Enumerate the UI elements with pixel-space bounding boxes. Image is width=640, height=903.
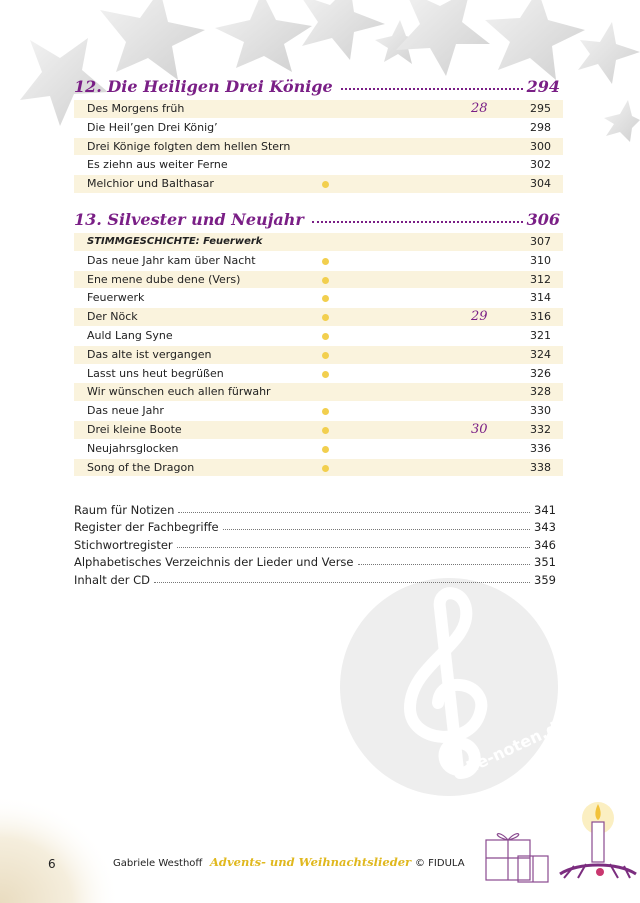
toc-entry[interactable] — [74, 346, 563, 365]
section-page: 294 — [526, 77, 560, 96]
entry-page: 298 — [530, 120, 551, 134]
entry-page: 330 — [530, 404, 551, 418]
toc-entry[interactable] — [74, 402, 563, 421]
audio-marker-icon — [322, 333, 329, 340]
toc-entry[interactable] — [74, 138, 563, 157]
toc-entry[interactable] — [74, 365, 563, 384]
entry-title: Song of the Dragon — [87, 460, 195, 474]
footer-book-title: Advents- und Weihnachtslieder — [210, 855, 412, 869]
page-footer — [0, 857, 640, 877]
audio-marker-icon — [322, 371, 329, 378]
entry-title: Das neue Jahr — [87, 404, 164, 418]
dot-leader — [223, 529, 530, 530]
toc-entry[interactable] — [74, 440, 563, 459]
cd-track-number: 30 — [471, 421, 488, 437]
entry-title: STIMMGESCHICHTE: Feuerwerk — [87, 236, 263, 247]
footer-publisher: © FIDULA — [415, 858, 465, 869]
watermark-text: alle-noten.de — [453, 713, 571, 782]
appendix-title: Raum für Notizen — [74, 502, 175, 517]
entry-title: Es ziehn aus weiter Ferne — [87, 158, 228, 172]
star-icon — [396, 0, 490, 76]
entry-page: 316 — [530, 310, 551, 324]
entry-page: 310 — [530, 253, 551, 267]
audio-marker-icon — [322, 427, 329, 434]
section-header-13[interactable] — [74, 203, 560, 229]
star-icon — [100, 0, 205, 80]
appendix-page: 341 — [534, 502, 556, 517]
footer-author: Gabriele Westhoff — [113, 858, 203, 869]
entry-page: 324 — [530, 347, 551, 361]
entry-title: Des Morgens früh — [87, 102, 185, 115]
appendix-entry[interactable] — [74, 517, 556, 535]
entry-page: 326 — [530, 366, 551, 380]
entry-page: 321 — [530, 328, 551, 342]
star-icon — [485, 0, 585, 80]
appendix-page: 343 — [534, 520, 556, 535]
entry-page: 295 — [530, 102, 551, 115]
audio-marker-icon — [322, 408, 329, 415]
audio-marker-icon — [322, 258, 329, 265]
entry-page: 300 — [530, 139, 551, 153]
dot-leader — [312, 221, 523, 223]
star-icon — [215, 0, 312, 72]
entry-title: Melchior und Balthasar — [87, 177, 214, 191]
section-title: 13. Silvester und Neujahr — [74, 210, 304, 229]
appendix-entry[interactable] — [74, 552, 556, 570]
audio-marker-icon — [322, 465, 329, 472]
entry-title: Wir wünschen euch allen fürwahr — [87, 385, 271, 399]
entry-title: Lasst uns heut begrüßen — [87, 366, 224, 380]
entry-page: 314 — [530, 291, 551, 305]
dot-leader — [154, 582, 530, 583]
appendix-title: Stichwortregister — [74, 537, 173, 552]
toc-entry[interactable] — [74, 421, 563, 440]
star-icon — [300, 0, 385, 60]
appendix-title: Inhalt der CD — [74, 572, 151, 587]
entry-page: 312 — [530, 272, 551, 286]
audio-marker-icon — [322, 181, 329, 188]
entry-page: 307 — [530, 235, 551, 248]
appendix-page: 346 — [534, 537, 556, 552]
cd-track-number: 29 — [471, 309, 488, 325]
star-icon — [578, 22, 640, 84]
entry-page: 302 — [530, 158, 551, 172]
appendix-entry[interactable] — [74, 499, 556, 517]
section-header-12[interactable] — [74, 70, 560, 96]
entry-title: Das alte ist vergangen — [87, 347, 212, 361]
dot-leader — [177, 547, 530, 548]
entry-title: Neujahrsglocken — [87, 441, 179, 455]
entry-page: 338 — [530, 460, 551, 474]
audio-marker-icon — [322, 295, 329, 302]
section-title: 12. Die Heiligen Drei Könige — [74, 77, 333, 96]
entry-title: Feuerwerk — [87, 291, 145, 305]
entry-title: Das neue Jahr kam über Nacht — [87, 253, 256, 267]
watermark-logo — [340, 578, 571, 796]
appendix-page: 351 — [534, 555, 556, 570]
appendix-list — [74, 499, 556, 587]
entry-title: Drei Könige folgten dem hellen Stern — [87, 139, 291, 153]
dot-leader — [178, 512, 530, 513]
star-icon — [604, 100, 640, 142]
decorative-straw-corner — [0, 795, 120, 903]
entry-page: 336 — [530, 441, 551, 455]
appendix-page: 359 — [534, 572, 556, 587]
dot-leader — [358, 564, 531, 565]
dot-leader — [341, 88, 523, 90]
appendix-title: Alphabetisches Verzeichnis der Lieder und Verse — [74, 555, 354, 570]
entry-page: 328 — [530, 385, 551, 399]
appendix-title: Register der Fachbegriffe — [74, 520, 219, 535]
toc-entry[interactable] — [74, 175, 563, 194]
toc-entry[interactable] — [74, 459, 563, 478]
entry-title: Ene mene dube dene (Vers) — [87, 272, 241, 286]
entry-title: Drei kleine Boote — [87, 422, 182, 436]
cd-track-number: 28 — [471, 101, 488, 116]
toc-entry[interactable] — [74, 233, 563, 252]
page-number: 6 — [48, 857, 56, 871]
toc-entry[interactable] — [74, 252, 563, 271]
entry-page: 304 — [530, 177, 551, 191]
audio-marker-icon — [322, 446, 329, 453]
appendix-entry[interactable] — [74, 569, 556, 587]
section-entries-12 — [74, 100, 563, 194]
entry-title: Der Nöck — [87, 310, 138, 324]
toc-entry[interactable] — [74, 119, 563, 138]
section-page: 306 — [526, 210, 560, 229]
audio-marker-icon — [322, 314, 329, 321]
toc-entry[interactable] — [74, 327, 563, 346]
section-entries-13 — [74, 233, 563, 477]
toc-entry[interactable] — [74, 100, 563, 119]
toc-entry[interactable] — [74, 308, 563, 327]
entry-title: Auld Lang Syne — [87, 328, 173, 342]
toc-entry[interactable] — [74, 271, 563, 290]
toc-entry[interactable] — [74, 289, 563, 308]
audio-marker-icon — [322, 277, 329, 284]
toc-entry[interactable] — [74, 156, 563, 175]
appendix-entry[interactable] — [74, 534, 556, 552]
entry-page: 332 — [530, 422, 551, 436]
entry-title: Die Heil’gen Drei König’ — [87, 120, 218, 134]
toc-entry[interactable] — [74, 383, 563, 402]
gift-candle-illustration — [478, 778, 638, 896]
audio-marker-icon — [322, 352, 329, 359]
